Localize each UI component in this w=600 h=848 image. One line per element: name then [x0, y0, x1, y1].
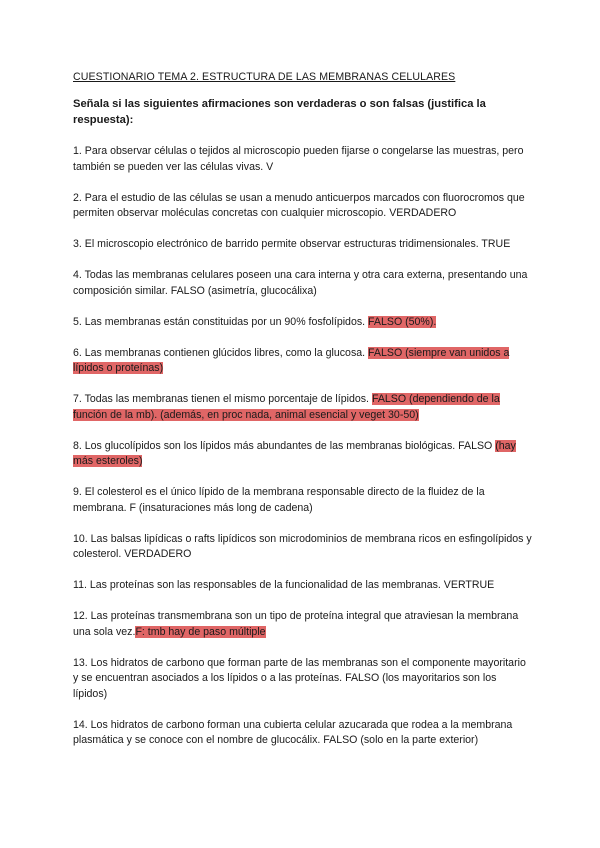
question-text: 4. Todas las membranas celulares poseen una cara interna y otra cara externa, presentando una composición similar. FALSO (asimetría, glucocálixa) — [73, 269, 528, 297]
document-page — [73, 70, 533, 764]
document-title: CUESTIONARIO TEMA 2. ESTRUCTURA DE LAS MEMBRANAS CELULARES — [73, 71, 456, 83]
highlighted-answer: FALSO (siempre van unidos a lípidos o proteínas) — [73, 346, 510, 374]
question-text: 5. Las membranas están constituidas por un 90% fosfolípidos. — [73, 315, 369, 328]
question-text: 2. Para el estudio de las células se usan a menudo anticuerpos marcados con fluorocromos que permiten observar moléculas concretas con cualquier microscopio. VERDADERO — [73, 191, 525, 219]
question-text: 12. Las proteínas transmembrana son un tipo de proteína integral que atraviesan la membrana una sola vez. — [73, 610, 519, 638]
question-item — [73, 718, 533, 749]
question-text: 11. Las proteínas son las responsables de la funcionalidad de las membranas. VERTRUE — [73, 579, 495, 591]
highlighted-answer: FALSO (dependiendo de la función de la mb). (además, en proc nada, animal esencial y veget 30-50) — [73, 393, 500, 421]
question-text: 8. Los glucolípidos son los lípidos más abundantes de las membranas biológicas. FALSO — [73, 439, 496, 452]
question-item — [73, 656, 533, 703]
highlighted-answer: FALSO (50%). — [368, 315, 437, 328]
question-item — [73, 578, 533, 594]
question-item — [73, 532, 533, 563]
highlighted-answer: F: tmb hay de paso múltiple — [135, 625, 266, 638]
question-text: 1. Para observar células o tejidos al microscopio pueden fijarse o congelarse las muestras, pero también se pueden ver las células vivas. V — [73, 145, 524, 173]
question-item — [73, 144, 533, 175]
highlighted-answer: (hay más esteroles) — [73, 439, 516, 467]
question-item — [73, 237, 533, 253]
instruction-text: Señala si las siguientes afirmaciones son verdaderas o son falsas (justifica la respuesta): — [73, 98, 486, 126]
question-item — [73, 346, 533, 377]
question-item — [73, 191, 533, 222]
question-text: 7. Todas las membranas tienen el mismo porcentaje de lípidos. — [73, 393, 372, 405]
question-item — [73, 268, 533, 299]
question-text: 3. El microscopio electrónico de barrido permite observar estructuras tridimensionales. TRUE — [73, 238, 511, 250]
question-text: 6. Las membranas contienen glúcidos libres, como la glucosa. — [73, 346, 369, 359]
question-item — [73, 392, 533, 423]
question-text: 9. El colesterol es el único lípido de la membrana responsable directo de la fluidez de la membrana. F (insaturaciones más long de cadena) — [73, 486, 485, 514]
question-text: 13. Los hidratos de carbono que forman parte de las membranas son el componente mayoritario y se encuentran asociados a los lípidos o a las proteínas. FALSO (los mayoritarios son los lípidos) — [73, 656, 526, 700]
question-item — [73, 439, 533, 470]
question-item — [73, 315, 533, 331]
question-text: 10. Las balsas lipídicas o rafts lipídicos son microdominios de membrana ricos en esfingolípidos y colesterol. VERDADERO — [73, 532, 532, 560]
question-item — [73, 609, 533, 640]
question-text: 14. Los hidratos de carbono forman una cubierta celular azucarada que rodea a la membrana plasmática y se conoce con el nombre de glucocálix. FALSO (solo en la parte exterior) — [73, 718, 513, 746]
question-item — [73, 485, 533, 516]
